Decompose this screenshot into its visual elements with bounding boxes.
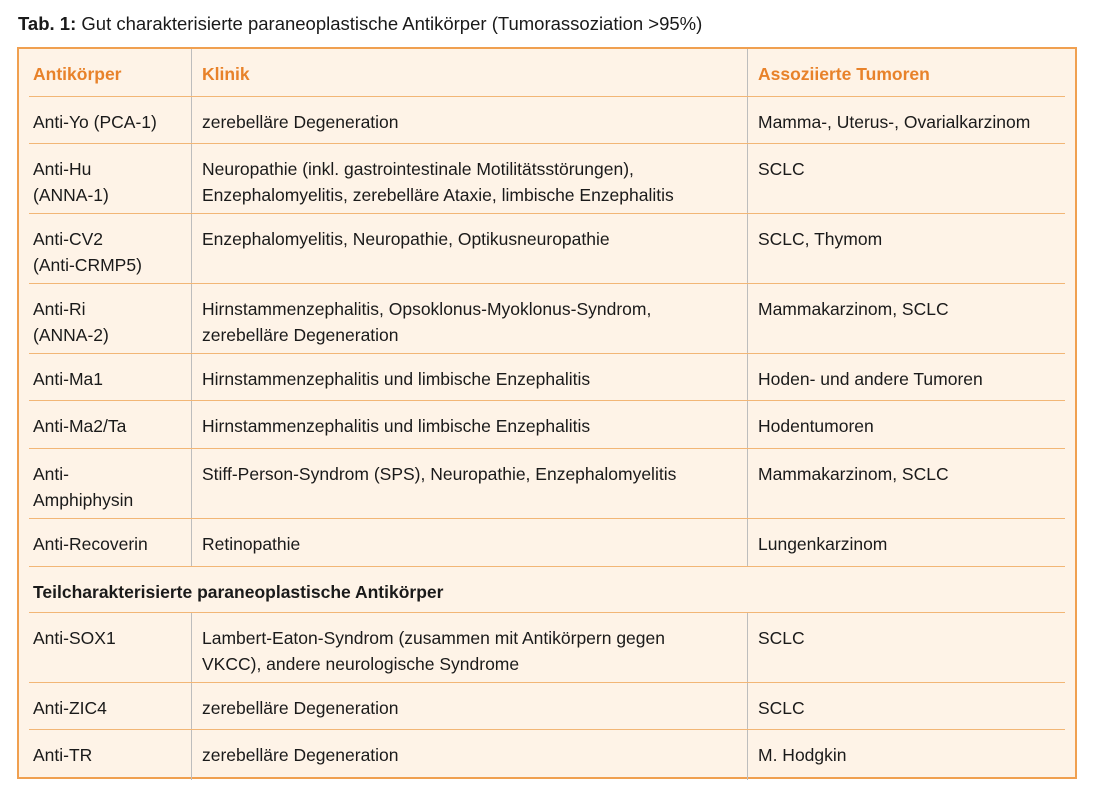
antibody-cell-line: Anti-Recoverin — [33, 534, 148, 554]
tumors-cell — [747, 214, 1065, 283]
clinic-cell-line: zerebelläre Degeneration — [202, 698, 399, 718]
tumors-cell-line: Mammakarzinom, SCLC — [758, 464, 949, 484]
antibody-cell-line: Anti-CV2 — [33, 229, 104, 249]
antibody-cell-line: Anti-Ri — [33, 299, 86, 319]
tumors-cell — [747, 613, 1065, 682]
tumors-cell-line: Lungenkarzinom — [758, 534, 888, 554]
tumors-cell-line: SCLC — [758, 159, 805, 179]
antibody-cell — [29, 449, 191, 518]
tumors-cell-line: Mamma-, Uterus-, Ovarialkarzinom — [758, 112, 1031, 132]
antibody-cell — [29, 401, 191, 448]
table-row — [29, 519, 1065, 567]
caption-title: Gut charakterisierte paraneoplastische Antikörper (Tumorassoziation >95%) — [81, 13, 703, 34]
antibody-cell-line: Anti-SOX1 — [33, 628, 116, 648]
antibody-cell-line: (ANNA-2) — [33, 325, 109, 345]
tumors-cell — [747, 730, 1065, 780]
table-row — [29, 144, 1065, 214]
tumors-cell — [747, 97, 1065, 143]
antibody-cell — [29, 519, 191, 566]
antibody-cell — [29, 613, 191, 682]
caption-label: Tab. 1: — [18, 13, 77, 34]
clinic-cell-line: Stiff-Person-Syndrom (SPS), Neuropathie, Enzephalomyelitis — [202, 464, 677, 484]
table-row — [29, 214, 1065, 284]
antibody-cell-line: (ANNA-1) — [33, 185, 109, 205]
tumors-cell — [747, 449, 1065, 518]
clinic-cell-line: Enzephalomyelitis, Neuropathie, Optikusneuropathie — [202, 229, 610, 249]
table-row — [29, 97, 1065, 144]
clinic-cell-line: zerebelläre Degeneration — [202, 325, 399, 345]
section-title: Teilcharakterisierte paraneoplastische Antikörper — [33, 582, 444, 602]
clinic-cell-line: Enzephalomyelitis, zerebelläre Ataxie, limbische Enzephalitis — [202, 185, 674, 205]
clinic-cell — [191, 519, 747, 566]
clinic-cell-line: Hirnstammenzephalitis, Opsoklonus-Myoklonus-Syndrom, — [202, 299, 652, 319]
clinic-cell-line: zerebelläre Degeneration — [202, 745, 399, 765]
table-row — [29, 401, 1065, 449]
tumors-cell-line: SCLC — [758, 698, 805, 718]
table-header-row — [29, 49, 1065, 97]
table-box — [17, 47, 1077, 779]
clinic-cell — [191, 401, 747, 448]
table-row — [29, 284, 1065, 354]
clinic-cell-line: Hirnstammenzephalitis und limbische Enzephalitis — [202, 416, 591, 436]
antibody-cell — [29, 683, 191, 729]
antibody-cell-line: (Anti-CRMP5) — [33, 255, 142, 275]
clinic-cell — [191, 214, 747, 283]
antibody-cell — [29, 354, 191, 400]
clinic-cell — [191, 613, 747, 682]
column-header-antibody: Antikörper — [33, 64, 122, 84]
clinic-cell-line: VKCC), andere neurologische Syndrome — [202, 654, 520, 674]
section-header-row — [29, 567, 1065, 613]
tumors-cell — [747, 144, 1065, 213]
antibody-cell-line: Anti-TR — [33, 745, 93, 765]
table-row — [29, 613, 1065, 683]
tumors-cell-line: Hodentumoren — [758, 416, 874, 436]
antibody-cell-line: Amphiphysin — [33, 490, 134, 510]
clinic-cell — [191, 284, 747, 353]
tumors-cell — [747, 354, 1065, 400]
clinic-cell — [191, 354, 747, 400]
table-row — [29, 449, 1065, 519]
antibody-cell-line: Anti-Ma2/Ta — [33, 416, 127, 436]
clinic-cell — [191, 449, 747, 518]
tumors-cell-line: Mammakarzinom, SCLC — [758, 299, 949, 319]
antibody-cell — [29, 730, 191, 780]
antibody-cell-line: Anti-Yo (PCA-1) — [33, 112, 157, 132]
tumors-cell — [747, 683, 1065, 729]
antibody-cell — [29, 214, 191, 283]
clinic-cell-line: Retinopathie — [202, 534, 301, 554]
table-row — [29, 354, 1065, 401]
antibody-cell-line: Anti-ZIC4 — [33, 698, 107, 718]
column-header-clinic: Klinik — [191, 49, 747, 96]
antibody-cell-line: Anti- — [33, 464, 69, 484]
antibody-cell — [29, 284, 191, 353]
tumors-cell — [747, 401, 1065, 448]
clinic-cell-line: Lambert-Eaton-Syndrom (zusammen mit Antikörpern gegen — [202, 628, 665, 648]
clinic-cell-line: Neuropathie (inkl. gastrointestinale Motilitätsstörungen), — [202, 159, 634, 179]
antibody-cell-line: Anti-Ma1 — [33, 369, 104, 389]
clinic-cell — [191, 144, 747, 213]
table-row — [29, 683, 1065, 730]
tumors-cell-line: M. Hodgkin — [758, 745, 847, 765]
antibody-cell — [29, 97, 191, 143]
antibody-cell-line: Anti-Hu — [33, 159, 92, 179]
column-header-tumors: Assoziierte Tumoren — [747, 49, 1065, 96]
table-row — [29, 730, 1065, 780]
clinic-cell-line: Hirnstammenzephalitis und limbische Enzephalitis — [202, 369, 591, 389]
clinic-cell — [191, 683, 747, 729]
table-caption — [18, 12, 702, 36]
clinic-cell — [191, 97, 747, 143]
tumors-cell — [747, 519, 1065, 566]
tumors-cell — [747, 284, 1065, 353]
tumors-cell-line: SCLC — [758, 628, 805, 648]
tumors-cell-line: SCLC, Thymom — [758, 229, 883, 249]
clinic-cell — [191, 730, 747, 780]
clinic-cell-line: zerebelläre Degeneration — [202, 112, 399, 132]
antibody-cell — [29, 144, 191, 213]
tumors-cell-line: Hoden- und andere Tumoren — [758, 369, 983, 389]
